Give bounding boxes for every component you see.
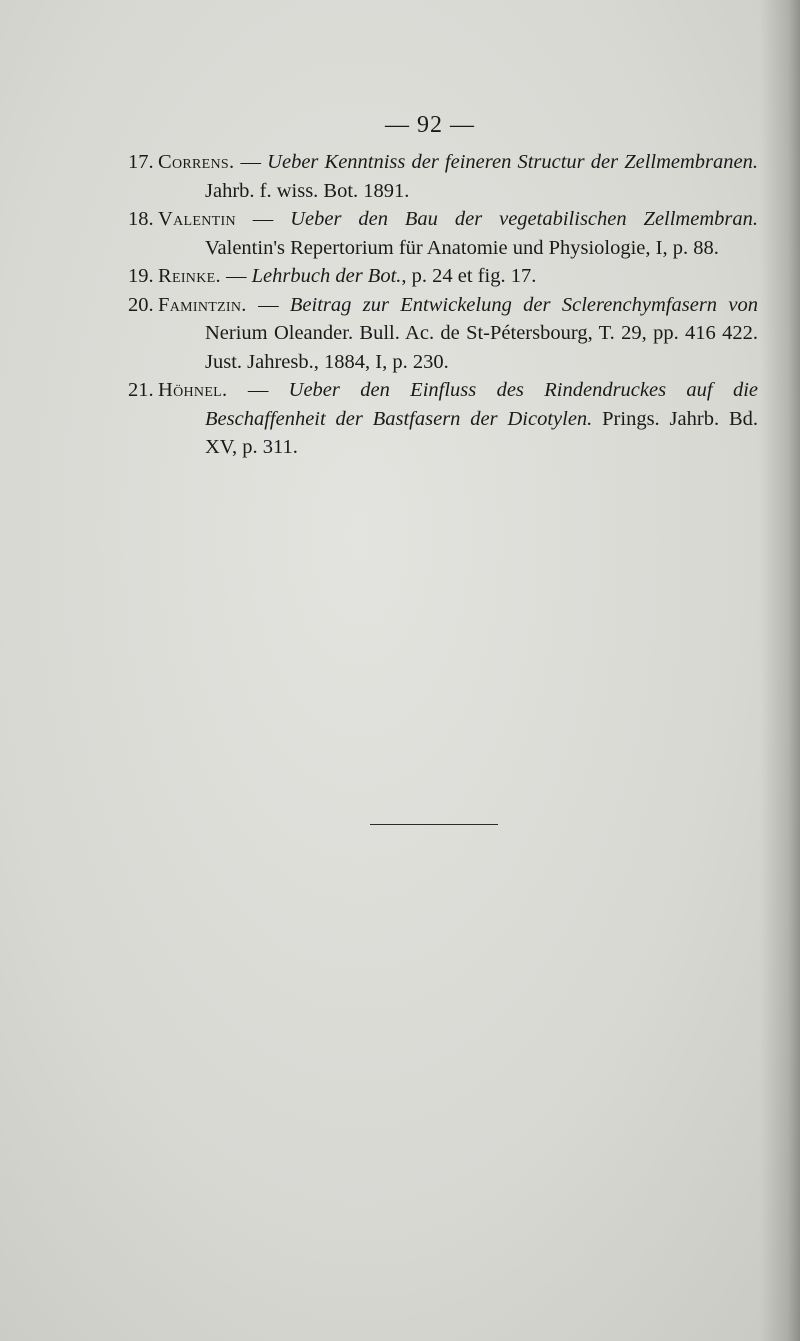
reference-list (128, 148, 758, 462)
reference-title: Ueber den Bau der vegetabilischen Zellmembran. (290, 208, 758, 230)
reference-source: Jahrb. f. wiss. Bot. 1891. (205, 179, 410, 202)
reference-number: 18. (128, 208, 154, 230)
reference-item (128, 291, 758, 377)
reference-author: Correns. (158, 151, 235, 173)
reference-number: 19. (128, 265, 154, 287)
reference-title: Ueber den Einfluss des Rindendruckes auf die Beschaffenheit der Bastfasern der Dicotylen. (205, 379, 758, 430)
reference-author: Höhnel. (158, 379, 228, 401)
reference-source: , p. 24 et fig. 17. (401, 265, 537, 287)
reference-title: Ueber Kenntniss der feineren Structur der Zellmembranen. (267, 151, 759, 173)
reference-separator: — (220, 265, 252, 287)
reference-item (128, 376, 758, 462)
reference-author: Valentin (158, 208, 236, 230)
reference-source: Nerium Oleander. Bull. Ac. de St-Pétersbourg, T. 29, pp. 416 422. Just. Jahresb., 1884, I, p. 230. (205, 322, 758, 373)
reference-item (128, 148, 758, 205)
reference-item (128, 262, 758, 291)
reference-number: 17. (128, 151, 154, 173)
reference-item (128, 205, 758, 262)
reference-author: Famintzin. (158, 293, 247, 316)
page-edge-shadow (760, 0, 800, 1341)
reference-title: Lehrbuch der Bot. (251, 265, 402, 287)
reference-source: Valentin's Repertorium für Anatomie und Physiologie, I, p. 88. (205, 236, 719, 259)
reference-source: Prings. Jahrb. Bd. XV, p. 311. (205, 407, 758, 458)
reference-separator: — (235, 208, 291, 230)
reference-title: Beitrag zur Entwickelung der Sclerenchymfasern von (289, 293, 758, 316)
reference-separator: — (234, 151, 268, 173)
reference-author: Reinke. (158, 265, 221, 287)
reference-separator: — (246, 293, 290, 316)
reference-separator: — (227, 379, 289, 401)
end-divider-rule (370, 824, 498, 825)
reference-number: 21. (128, 379, 154, 401)
page-number: — 92 — (385, 112, 475, 138)
reference-number: 20. (128, 293, 154, 316)
